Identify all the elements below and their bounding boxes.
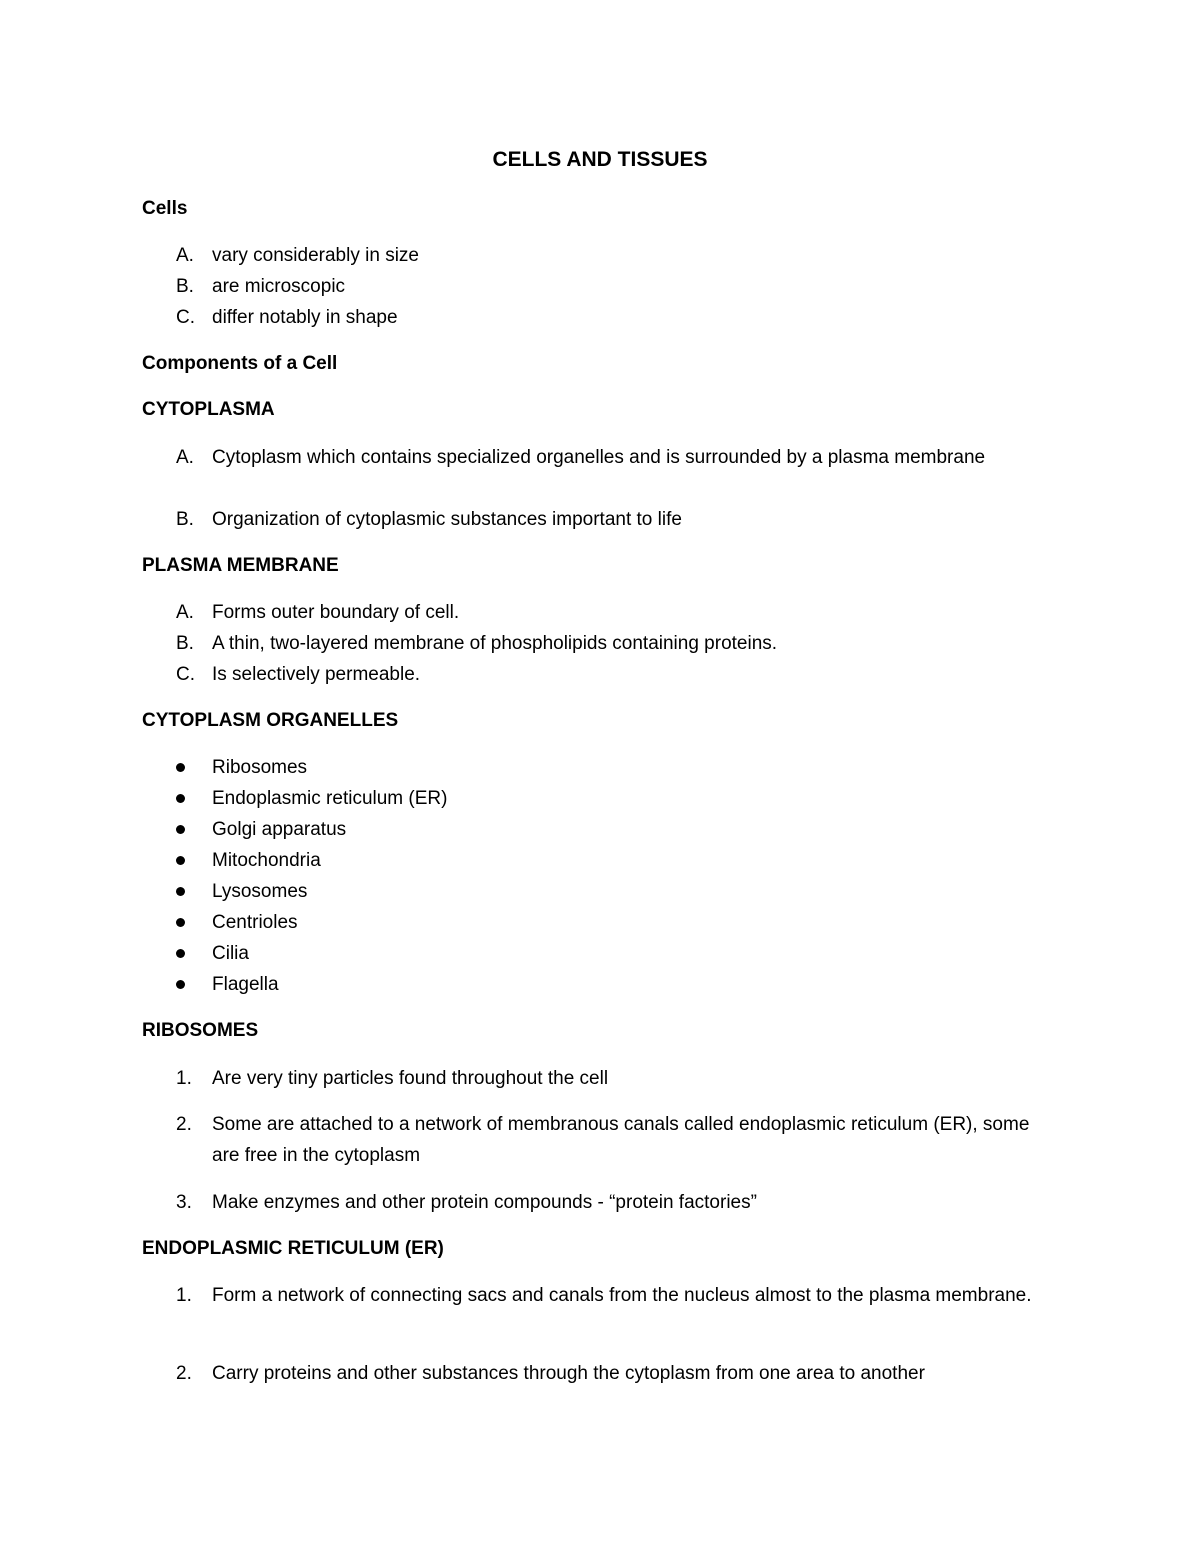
list-marker: 1.	[176, 1285, 192, 1306]
list-item-text: Organization of cytoplasmic substances important to life	[212, 509, 682, 530]
list-item-text: Cilia	[212, 943, 249, 964]
list-item-text: are microscopic	[212, 276, 346, 297]
list-item-text: Forms outer boundary of cell.	[212, 602, 460, 623]
list-item-text: Cytoplasm which contains specialized organelles and is surrounded by a plasma membrane	[212, 447, 986, 468]
list-item-text: Some are attached to a network of membranous canals called endoplasmic reticulum (ER), some are free in the cytoplasm	[212, 1114, 1030, 1166]
section-heading-plasma-membrane: PLASMA MEMBRANE	[142, 555, 339, 576]
list-item-text: Is selectively permeable.	[212, 664, 421, 685]
section-heading-components: Components of a Cell	[142, 353, 338, 374]
section-heading-ribosomes: RIBOSOMES	[142, 1020, 259, 1041]
section-heading-cytoplasma: CYTOPLASMA	[142, 399, 275, 420]
section-heading-organelles: CYTOPLASM ORGANELLES	[142, 710, 399, 731]
list-marker: A.	[176, 602, 194, 623]
list-marker: A.	[176, 245, 194, 266]
section-heading-cells: Cells	[142, 198, 188, 219]
list-item-text: Golgi apparatus	[212, 819, 347, 840]
list-item-text: Ribosomes	[212, 757, 308, 778]
bullet-icon	[176, 856, 185, 865]
list-item-text: Carry proteins and other substances through the cytoplasm from one area to another	[212, 1363, 925, 1384]
list-marker: A.	[176, 447, 194, 468]
list-item-text: Centrioles	[212, 912, 298, 933]
list-item-text: Endoplasmic reticulum (ER)	[212, 788, 448, 809]
bullet-icon	[176, 980, 185, 989]
list-marker: 3.	[176, 1192, 192, 1213]
document-title: CELLS AND TISSUES	[492, 148, 708, 171]
list-item-text: Flagella	[212, 974, 279, 995]
bullet-icon	[176, 918, 185, 927]
list-marker: B.	[176, 276, 194, 297]
section-heading-er: ENDOPLASMIC RETICULUM (ER)	[142, 1238, 444, 1259]
list-marker: B.	[176, 509, 194, 530]
bullet-icon	[176, 763, 185, 772]
list-item-text: Lysosomes	[212, 881, 308, 902]
list-item-text: A thin, two-layered membrane of phospholipids containing proteins.	[212, 633, 778, 654]
list-item-text: vary considerably in size	[212, 245, 419, 266]
list-marker: B.	[176, 633, 194, 654]
bullet-icon	[176, 949, 185, 958]
bullet-icon	[176, 887, 185, 896]
list-marker: C.	[176, 664, 195, 685]
bullet-icon	[176, 794, 185, 803]
list-item-text: Form a network of connecting sacs and canals from the nucleus almost to the plasma membrane.	[212, 1285, 1032, 1306]
list-item-text: Are very tiny particles found throughout the cell	[212, 1068, 609, 1089]
list-item-text: Mitochondria	[212, 850, 321, 871]
list-marker: 1.	[176, 1068, 192, 1089]
bullet-icon	[176, 825, 185, 834]
list-item-text: Make enzymes and other protein compounds - “protein factories”	[212, 1192, 757, 1213]
list-marker: 2.	[176, 1114, 192, 1135]
list-marker: C.	[176, 307, 195, 328]
list-item-text: differ notably in shape	[212, 307, 398, 328]
list-marker: 2.	[176, 1363, 192, 1384]
